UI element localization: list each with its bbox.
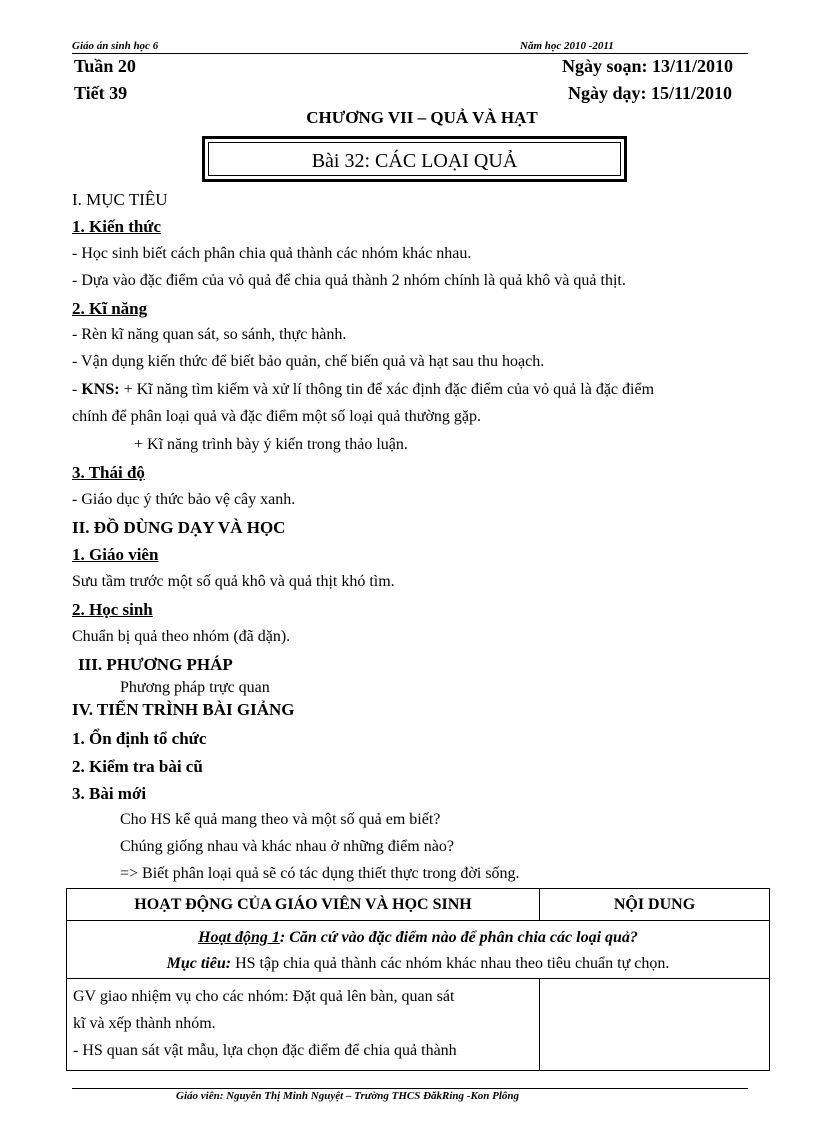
section-3-heading: III. PHƯƠNG PHÁP: [78, 655, 233, 674]
section-2-1-heading: 1. Giáo viên: [72, 545, 159, 564]
section-4-2-heading: 2. Kiểm tra bài cũ: [72, 757, 203, 776]
row-content-left: [67, 979, 540, 1071]
activity-cell: [67, 921, 770, 979]
text-line: - Rèn kĩ năng quan sát, so sánh, thực hành.: [72, 326, 347, 343]
section-1-2-heading: 2. Kĩ năng: [72, 299, 148, 318]
col1-header: HOẠT ĐỘNG CỦA GIÁO VIÊN VÀ HỌC SINH: [67, 889, 540, 921]
text-line: Cho HS kể quả mang theo và một số quả em biết?: [120, 811, 441, 828]
section-4-3-heading: 3. Bài mới: [72, 784, 147, 803]
section-1-3-heading: 3. Thái độ: [72, 463, 145, 482]
kns-text: + Kĩ năng tìm kiếm và xử lí thông tin để xác định đặc điểm của vỏ quả là đặc điểm: [119, 381, 655, 398]
text-line: => Biết phân loại quả sẽ có tác dụng thiết thực trong đời sống.: [120, 865, 520, 882]
section-2-2-heading: 2. Học sinh: [72, 600, 153, 619]
row-line: - HS quan sát vật mẫu, lựa chọn đặc điểm để chia quả thành: [73, 1042, 457, 1059]
text-line: Chuẩn bị quả theo nhóm (đã dặn).: [72, 628, 291, 645]
text-line: - Dựa vào đặc điểm của vỏ quả để chia quả thành 2 nhóm chính là quả khô và quả thịt.: [72, 272, 626, 289]
text-line: - Giáo dục ý thức bảo vệ cây xanh.: [72, 491, 296, 508]
text-line: Sưu tầm trước một số quả khô và quả thịt khó tìm.: [72, 573, 395, 590]
table-header-row: [67, 889, 770, 921]
row-line: kĩ và xếp thành nhóm.: [73, 1015, 216, 1032]
table-row: [67, 921, 770, 979]
lesson-title-box: [202, 136, 627, 182]
prep-date: Ngày soạn: 13/11/2010: [562, 56, 734, 76]
goal-text: HS tập chia quả thành các nhóm khác nhau theo tiêu chuẩn tự chọn.: [231, 955, 670, 972]
row-line: GV giao nhiệm vụ cho các nhóm: Đặt quả lên bàn, quan sát: [73, 988, 455, 1005]
header-left: Giáo án sinh học 6: [72, 40, 159, 52]
text-line: chính để phân loại quả và đặc điểm một số loại quả thường gặp.: [72, 408, 482, 425]
goal-line: [68, 951, 768, 977]
footer-text: Giáo viên: Nguyễn Thị Minh Nguyệt – Trường THCS ĐăkRing -Kon Plông: [176, 1090, 520, 1102]
table-row: [67, 979, 770, 1071]
teach-date: Ngày dạy: 15/11/2010: [568, 83, 733, 103]
activity-table: [66, 888, 770, 1071]
header-right: Năm học 2010 -2011: [520, 40, 614, 52]
activity-label: Hoạt động 1: [198, 929, 280, 946]
section-4-1-heading: 1. Ổn định tổ chức: [72, 729, 207, 748]
kns-label: KNS:: [81, 381, 120, 398]
text-line: + Kĩ năng trình bày ý kiến trong thảo luận.: [134, 436, 408, 453]
lesson-title: Bài 32: CÁC LOẠI QUẢ: [208, 142, 621, 176]
text-line: Chúng giống nhau và khác nhau ở những điểm nào?: [120, 838, 454, 855]
header-rule: [72, 53, 748, 54]
kns-line: [72, 381, 654, 399]
week: Tuần 20: [74, 56, 136, 76]
section-1-1-heading: 1. Kiến thức: [72, 217, 162, 236]
goal-label: Mục tiêu:: [166, 955, 232, 972]
section-1-heading: I. MỤC TIÊU: [72, 190, 168, 209]
row-content-right: [540, 979, 770, 1071]
activity-title: : Căn cứ vào đặc điểm nào để phân chia các loại quả?: [279, 929, 638, 946]
section-2-heading: II. ĐỒ DÙNG DẠY VÀ HỌC: [72, 518, 286, 537]
period: Tiết 39: [74, 83, 128, 103]
text-line: - Vận dụng kiến thức để biết bảo quản, chế biến quả và hạt sau thu hoạch.: [72, 353, 545, 370]
footer-rule: [72, 1088, 748, 1089]
text-line: - Học sinh biết cách phân chia quả thành các nhóm khác nhau.: [72, 245, 472, 262]
text-line: Phương pháp trực quan: [120, 679, 270, 696]
chapter-title: CHƯƠNG VII – QUẢ VÀ HẠT: [306, 108, 538, 127]
col2-header: NỘI DUNG: [540, 889, 770, 921]
kns-prefix: -: [72, 381, 82, 398]
activity-line: [68, 925, 768, 951]
section-4-heading: IV. TIẾN TRÌNH BÀI GIẢNG: [72, 700, 295, 719]
